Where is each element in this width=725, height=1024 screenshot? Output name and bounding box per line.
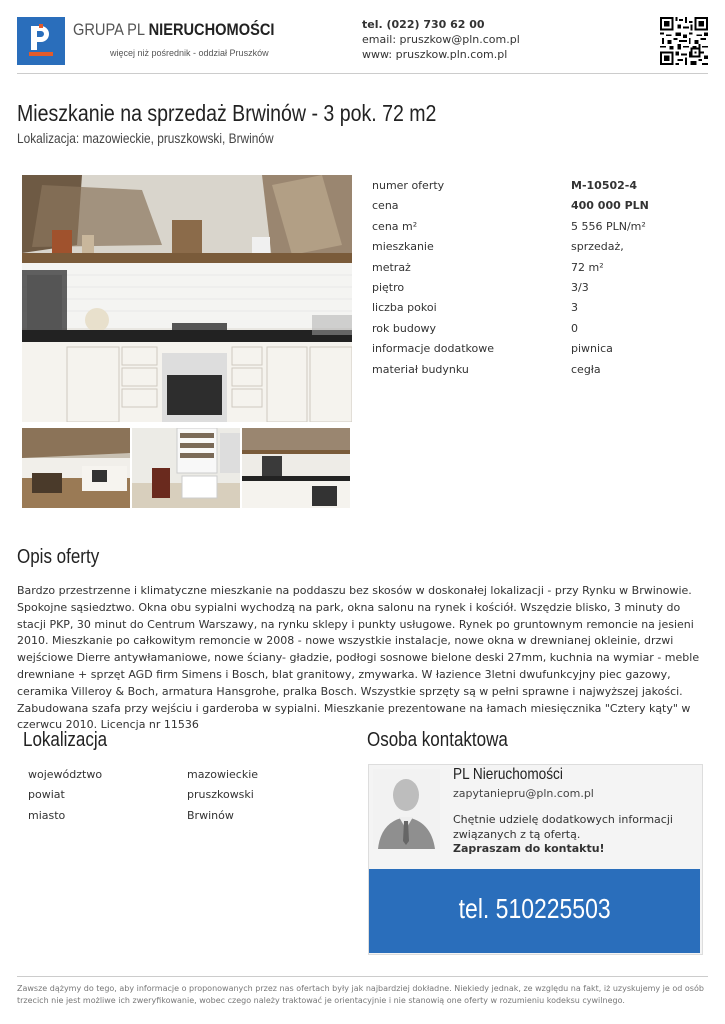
page-title: Mieszkanie na sprzedaż Brwinów - 3 pok. 72 m2 [17,100,437,126]
footer-disclaimer: Zawsze dążymy do tego, aby informacje o proponowanych przez nas ofertach były jak najbardziej dokładne. Niekiedy jednak, ze względu na fakt, iż uzyskujemy je od osób trzecich nie jest możliwe ich zweryfikowanie, wobec czego należy traktować je orientacyjnie i nie stanowią one oferty w rozumieniu kodeksu cywilnego. [17,984,704,1005]
header-website[interactable]: www: pruszkow.pln.com.pl [362,48,508,61]
param-label: mieszkanie [372,240,434,254]
agent-message [453,813,693,857]
location-label: województwo [28,768,103,781]
location-row [28,809,328,829]
contact-heading: Osoba kontaktowa [367,729,508,751]
param-label: rok budowy [372,321,437,335]
location-value: mazowieckie [187,768,259,781]
main-photo[interactable] [22,175,352,422]
thumbnail-3[interactable] [242,428,350,508]
param-row [372,179,712,199]
location-label: miasto [28,808,66,822]
thumbnail-2[interactable] [132,428,240,508]
param-value: 3 [571,301,578,315]
description-heading: Opis oferty [17,546,100,568]
param-value: cegła [571,362,601,376]
header-contact [362,17,520,62]
param-label: cena [372,199,399,213]
location-value: Brwinów [187,808,234,822]
header-phone[interactable]: tel. (022) 730 62 00 [362,18,485,31]
param-label: numer oferty [372,179,445,192]
location-label: powiat [28,788,65,802]
description-text: Bardzo przestrzenne i klimatyczne mieszkanie na poddaszu bez skosów w doskonałej lokalizacji - przy Rynku w Brwinowie. Spokojne sąsiedztwo. Okna obu sypialni wychodzą na park, okna salonu na rynek i kościół. Wszędzie blisko, 3 minuty do stacji PKP, 30 minut do Centrum Warszawy, na rynku sklepy i punkty usługowe. Rynek po gruntownym remoncie na jesieni 2010. Mieszkanie po całkowitym remoncie w 2008 - nowe wszystkie instalacje, nowe okna w drewnianej okleinie, drzwi wejściowe Dierre antywłamaniowe, nowe ściany- gładzie, podłogi sosnowe bielone deski 27mm, kuchnia na wymiar - meble drewniane + sprzęt AGD firm Simens i Bosch, blat granitowy, zmywarka. W łazience 3letni dwufunkcyjny piec gazowy, ceramika Villeroy & Boch, armatura Hansgrohe, pralka Bosch. Wszystkie sprzęty są w pełni sprawne i najwyższej jakości. Zabudowana szafa przy wejściu i garderoba w sypialni. Mieszkanie prezentowane na łamach miesięcznika "Cztery kąty" w czerwcu 2010. Licencja nr 11536 [17,584,700,732]
param-row [372,199,712,219]
param-value: 3/3 [571,280,589,294]
header-email[interactable]: email: pruszkow@pln.com.pl [362,33,520,46]
param-row [372,363,712,383]
param-value: 72 m² [571,260,604,274]
location-row [28,788,328,808]
agent-avatar [373,769,440,849]
param-label: liczba pokoi [372,301,437,315]
param-label: materiał budynku [372,362,469,376]
param-value: 5 556 PLN/m² [571,219,646,233]
location-value: pruszkowski [187,788,254,802]
header-divider [17,73,708,74]
param-value: sprzedaż, [571,240,624,254]
param-row [372,261,712,281]
agent-message-cta: Zapraszam do kontaktu! [453,842,605,855]
qr-code-icon [660,17,708,65]
company-logo [17,17,65,65]
param-row [372,322,712,342]
agent-message-text: Chętnie udzielę dodatkowych informacji związanych z tą ofertą. [453,813,673,841]
location-table [28,768,328,829]
param-value: M-10502-4 [571,179,637,192]
footer-divider [17,976,708,977]
param-label: informacje dodatkowe [372,342,495,356]
phone-box[interactable] [369,869,700,953]
param-value: 400 000 PLN [571,199,649,213]
thumbnail-1[interactable] [22,428,130,508]
location-row [28,768,328,788]
param-label: metraż [372,260,411,274]
brand-tagline: więcej niż pośrednik - oddział Pruszków [110,48,269,58]
page-subtitle: Lokalizacja: mazowieckie, pruszkowski, Brwinów [17,130,274,146]
param-row [372,342,712,362]
param-row [372,281,712,301]
param-value: piwnica [571,342,613,356]
param-row [372,240,712,260]
brand-name: GRUPA PL NIERUCHOMOŚCI [73,20,275,39]
agent-name: PL Nieruchomości [453,766,563,783]
agent-email[interactable]: zapytaniepru@pln.com.pl [453,787,594,800]
person-icon [373,769,440,849]
offer-parameters [372,179,712,383]
param-row [372,301,712,321]
pl-logo-icon [25,24,57,58]
location-heading: Lokalizacja [23,729,108,751]
param-value: 0 [571,321,578,335]
param-label: piętro [372,280,405,294]
param-label: cena m² [372,219,418,233]
agent-phone[interactable]: tel. 510225503 [458,893,611,924]
param-row [372,220,712,240]
